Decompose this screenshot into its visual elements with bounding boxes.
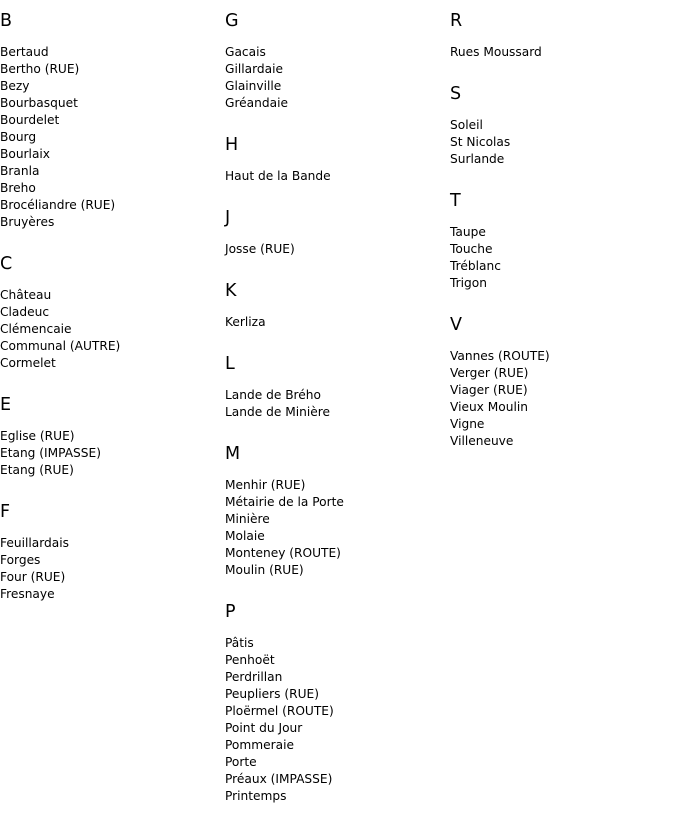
street-item-monteney-route: Monteney (ROUTE) — [225, 546, 341, 560]
street-list — [225, 387, 450, 421]
index-column — [450, 8, 675, 470]
section-letter: G — [225, 11, 239, 31]
street-item-rues-moussard: Rues Moussard — [450, 45, 542, 59]
index-column — [0, 8, 225, 623]
street-item-ploermel-route: Ploërmel (ROUTE) — [225, 704, 334, 718]
street-item-bourg: Bourg — [0, 130, 37, 144]
index-column — [225, 8, 450, 825]
street-item-chateau: Château — [0, 288, 52, 302]
street-list — [0, 535, 225, 603]
street-item-cormelet: Cormelet — [0, 356, 56, 370]
street-list — [225, 635, 450, 805]
letter-group-e — [0, 392, 225, 479]
street-item-viager-rue: Viager (RUE) — [450, 383, 528, 397]
street-list — [225, 314, 450, 331]
street-item-haut-de-la-bande: Haut de la Bande — [225, 169, 331, 183]
street-item-communal-autre: Communal (AUTRE) — [0, 339, 121, 353]
section-letter: B — [0, 11, 13, 31]
section-letter: F — [0, 502, 11, 522]
street-item-vieux-moulin: Vieux Moulin — [450, 400, 528, 414]
street-item-gillardaie: Gillardaie — [225, 62, 283, 76]
street-item-etang-impasse: Etang (IMPASSE) — [0, 446, 101, 460]
letter-group-j — [225, 205, 450, 258]
street-item-greandaie: Gréandaie — [225, 96, 288, 110]
street-list — [0, 44, 225, 231]
street-list — [225, 168, 450, 185]
street-item-villeneuve: Villeneuve — [450, 434, 514, 448]
letter-group-p — [225, 599, 450, 805]
street-item-bourlaix: Bourlaix — [0, 147, 51, 161]
street-item-taupe: Taupe — [450, 225, 486, 239]
street-item-branla: Branla — [0, 164, 40, 178]
street-list — [225, 44, 450, 112]
section-letter: K — [225, 281, 237, 301]
street-item-josse-rue: Josse (RUE) — [225, 242, 295, 256]
street-item-vannes-route: Vannes (ROUTE) — [450, 349, 550, 363]
street-item-broceliandre-rue: Brocéliandre (RUE) — [0, 198, 116, 212]
street-item-porte: Porte — [225, 755, 257, 769]
street-item-moulin-rue: Moulin (RUE) — [225, 563, 304, 577]
street-item-lande-de-breho: Lande de Brého — [225, 388, 321, 402]
street-item-perdrillan: Perdrillan — [225, 670, 283, 684]
street-item-breho: Breho — [0, 181, 36, 195]
street-list — [450, 348, 675, 450]
street-item-etang-rue: Etang (RUE) — [0, 463, 74, 477]
street-item-peupliers-rue: Peupliers (RUE) — [225, 687, 319, 701]
street-item-patis: Pâtis — [225, 636, 254, 650]
letter-group-b — [0, 8, 225, 231]
street-item-miniere: Minière — [225, 512, 270, 526]
street-list — [0, 428, 225, 479]
street-item-cladeuc: Cladeuc — [0, 305, 50, 319]
section-letter: H — [225, 135, 239, 155]
street-item-fresnaye: Fresnaye — [0, 587, 55, 601]
section-letter: V — [450, 315, 462, 335]
street-item-gacais: Gacais — [225, 45, 266, 59]
street-item-touche: Touche — [450, 242, 493, 256]
street-list — [450, 117, 675, 168]
street-list — [450, 224, 675, 292]
street-item-trigon: Trigon — [450, 276, 487, 290]
street-item-metairie-de-la-porte: Métairie de la Porte — [225, 495, 344, 509]
letter-group-s — [450, 81, 675, 168]
section-letter: E — [0, 395, 12, 415]
letter-group-l — [225, 351, 450, 421]
street-item-preaux-impasse: Préaux (IMPASSE) — [225, 772, 333, 786]
street-item-molaie: Molaie — [225, 529, 265, 543]
section-letter: C — [0, 254, 13, 274]
street-item-lande-de-miniere: Lande de Minière — [225, 405, 330, 419]
street-item-verger-rue: Verger (RUE) — [450, 366, 529, 380]
street-item-vigne: Vigne — [450, 417, 485, 431]
street-item-bruyeres: Bruyères — [0, 215, 55, 229]
letter-group-k — [225, 278, 450, 331]
letter-group-g — [225, 8, 450, 112]
section-letter: L — [225, 354, 235, 374]
street-item-kerliza: Kerliza — [225, 315, 266, 329]
letter-group-r — [450, 8, 675, 61]
section-letter: T — [450, 191, 461, 211]
street-list — [225, 241, 450, 258]
street-item-st-nicolas: St Nicolas — [450, 135, 511, 149]
street-item-soleil: Soleil — [450, 118, 483, 132]
letter-group-t — [450, 188, 675, 292]
street-list — [450, 44, 675, 61]
street-item-surlande: Surlande — [450, 152, 505, 166]
street-item-feuillardais: Feuillardais — [0, 536, 69, 550]
section-letter: R — [450, 11, 463, 31]
street-item-forges: Forges — [0, 553, 41, 567]
street-item-bezy: Bezy — [0, 79, 30, 93]
letter-group-m — [225, 441, 450, 579]
street-item-eglise-rue: Eglise (RUE) — [0, 429, 75, 443]
street-item-four-rue: Four (RUE) — [0, 570, 66, 584]
street-item-point-du-jour: Point du Jour — [225, 721, 303, 735]
street-item-clemencaie: Clémencaie — [0, 322, 72, 336]
street-item-bertaud: Bertaud — [0, 45, 49, 59]
street-item-pommeraie: Pommeraie — [225, 738, 294, 752]
letter-group-c — [0, 251, 225, 372]
letter-group-f — [0, 499, 225, 603]
street-item-menhir-rue: Menhir (RUE) — [225, 478, 306, 492]
street-item-penhoet: Penhoët — [225, 653, 275, 667]
section-letter: P — [225, 602, 236, 622]
street-item-treblanc: Tréblanc — [450, 259, 501, 273]
street-list — [225, 477, 450, 579]
section-letter: S — [450, 84, 462, 104]
street-item-glainville: Glainville — [225, 79, 282, 93]
street-item-printemps: Printemps — [225, 789, 287, 803]
street-list — [0, 287, 225, 372]
letter-group-v — [450, 312, 675, 450]
section-letter: J — [225, 208, 231, 228]
street-item-bourdelet: Bourdelet — [0, 113, 60, 127]
letter-group-h — [225, 132, 450, 185]
street-item-bertho-rue: Bertho (RUE) — [0, 62, 80, 76]
section-letter: M — [225, 444, 241, 464]
street-item-bourbasquet: Bourbasquet — [0, 96, 78, 110]
